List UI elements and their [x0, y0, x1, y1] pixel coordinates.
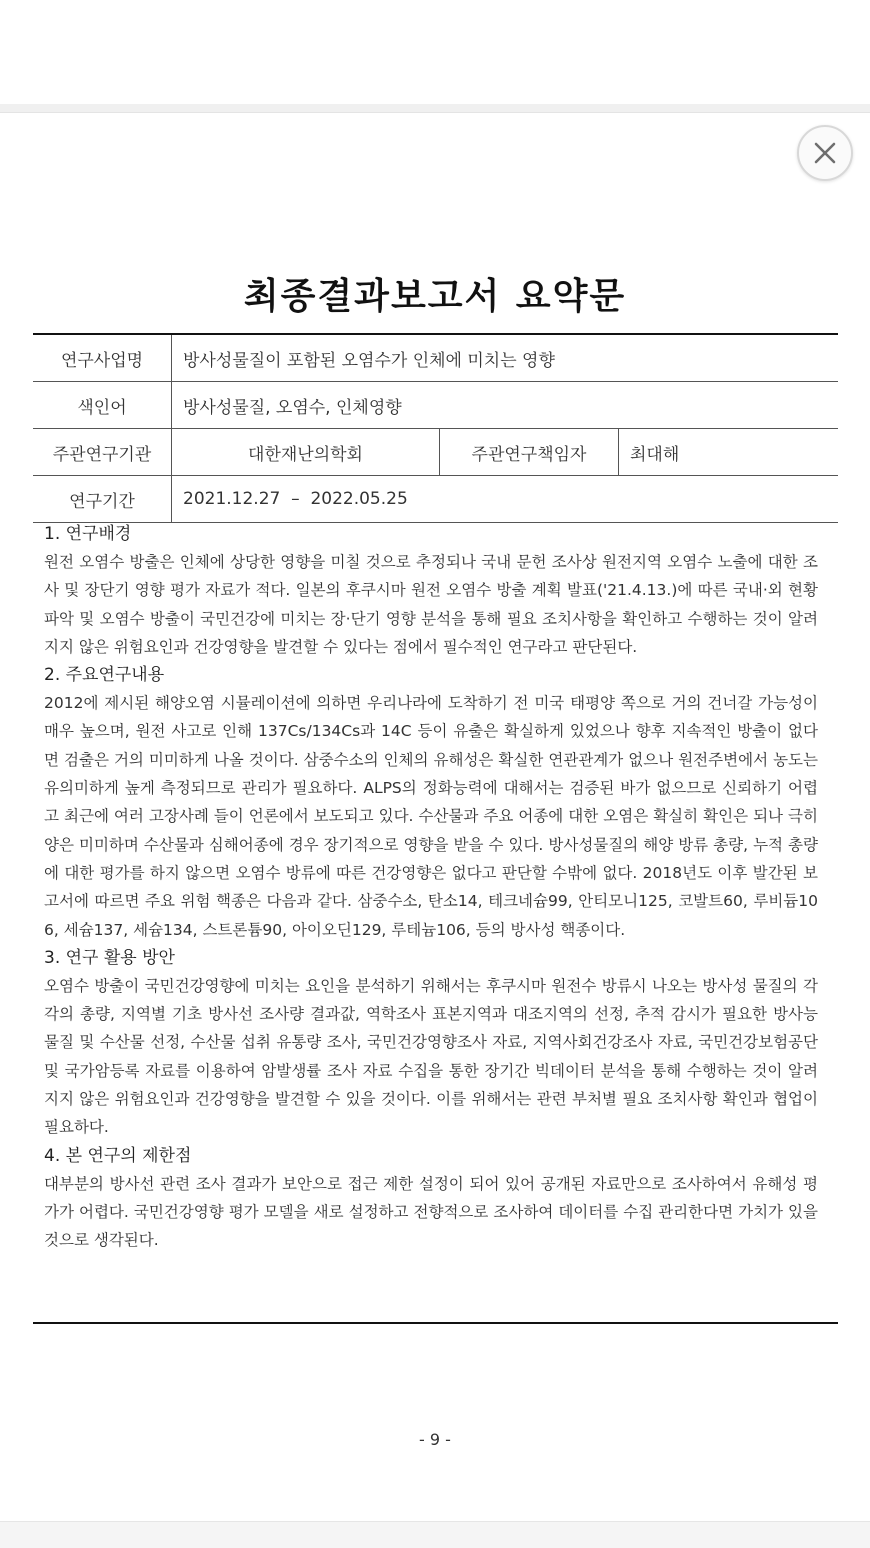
org-label: 주관연구기관 — [33, 429, 172, 476]
summary-content — [33, 520, 838, 1255]
top-bar — [0, 0, 870, 104]
section-title-application: 3. 연구 활용 방안 — [44, 947, 175, 968]
keywords-label: 색인어 — [33, 382, 172, 429]
project-label: 연구사업명 — [33, 334, 172, 382]
section-body-limitations: 대부분의 방사선 관련 조사 결과가 보안으로 접근 제한 설정이 되어 있어 공개된 자료만으로 조사하여서 유해성 평가가 어렵다. 국민건강영향 평가 모델을 새로 설정하고 전향적으로 조사하여 데이터를 수집 관리한다면 가치가 있을 것으로 생각된다. — [44, 1174, 818, 1250]
table-row — [33, 382, 838, 429]
page-number: - 9 - — [419, 1430, 451, 1449]
close-icon — [814, 142, 836, 164]
bottom-separator — [0, 1521, 870, 1548]
section-title-main-content: 2. 주요연구내용 — [44, 665, 165, 686]
section-body-background: 원전 오염수 방출은 인체에 상당한 영향을 미칠 것으로 추정되나 국내 문헌 조사상 원전지역 오염수 노출에 대한 조사 및 장단기 영향 평가 자료가 적다. 일본의 후쿠시마 원전 오염수 방출 계획 발표('21.4.13.)에 따른 국내·외 현황 파악 및 오염수 방출이 국민건강에 미치는 장·단기 영향 분석을 통해 필요 조치사항을 확인하고 수행하는 것이 알려지지 않은 위험요인과 건강영향을 발견할 수 있다는 점에서 필수적인 연구라고 판단된다. — [44, 553, 818, 656]
period-label: 연구기간 — [33, 476, 172, 523]
pi-label: 주관연구책임자 — [440, 429, 619, 476]
summary-info-table — [33, 333, 838, 523]
project-value: 방사성물질이 포함된 오염수가 인체에 미치는 영향 — [172, 334, 839, 382]
section-title-background: 1. 연구배경 — [44, 524, 132, 544]
table-row — [33, 476, 838, 523]
top-separator — [0, 104, 870, 113]
bottom-rule — [33, 1322, 838, 1324]
page-title: 최종결과보고서 요약문 — [243, 276, 627, 317]
period-value: 2021.12.27 – 2022.05.25 — [172, 476, 839, 523]
close-button[interactable] — [797, 125, 853, 181]
section-body-main-content: 2012에 제시된 해양오염 시뮬레이션에 의하면 우리나라에 도착하기 전 미국 태평양 쪽으로 거의 건너갈 가능성이 매우 높으며, 원전 사고로 인해 137Cs/134Cs과 14C 등이 유출은 확실하게 있었으나 향후 지속적인 방출이 없다면 검출은 거의 미미하게 나올 것이다. 삼중수소의 인체의 유해성은 확실한 연관관계가 없으나 원전주변에서 농도는 유의미하게 높게 측정되므로 관리가 필요하다. ALPS의 정화능력에 대해서는 검증된 바가 없으므로 신뢰하기 어렵고 최근에 여러 고장사례 들이 언론에서 보도되고 있다. 수산물과 주요 어종에 대한 오염은 확실히 확인은 되나 극히 양은 미미하며 수산물과 심해어종에 경우 장기적으로 영향을 받을 수 있다. 방사성물질의 해양 방류 총량, 누적 총량에 대한 평가를 하지 않으면 오염수 방류에 따른 건강영향은 없다고 판단할 수밖에 없다. 2018년도 이후 발간된 보고서에 따르면 주요 위험 핵종은 다음과 같다. 삼중수소, 탄소14, 테크네슘99, 안티모니125, 코발트60, 루비듐106, 세슘137, 세슘134, 스트론튬90, 아이오딘129, 루테늄106, 등의 방사성 핵종이다. — [44, 694, 818, 939]
section-body-application: 오염수 방출이 국민건강영향에 미치는 요인을 분석하기 위해서는 후쿠시마 원전수 방류시 나오는 방사성 물질의 각각의 총량, 지역별 기초 방사선 조사량 결과값, 역학조사 표본지역과 대조지역의 선정, 추적 감시가 필요한 방사능 물질 및 수산물 선정, 수산물 섭취 유통량 조사, 국민건강영향조사 자료, 지역사회건강조사 자료, 국민건강보험공단 및 국가암등록 자료를 이용하여 암발생률 조사 자료 수집을 통한 장기간 빅데이터 분석을 통해 수행하는 것이 알려지지 않은 위험요인과 건강영향을 발견할 수 있을 것이다. 이를 위해서는 관련 부처별 필요 조치사항 확인과 협업이 필요하다. — [44, 976, 818, 1137]
org-value: 대한재난의학회 — [172, 429, 440, 476]
section-title-limitations: 4. 본 연구의 제한점 — [44, 1145, 192, 1166]
table-row — [33, 429, 838, 476]
pi-value: 최대해 — [619, 429, 839, 476]
table-row — [33, 334, 838, 382]
keywords-value: 방사성물질, 오염수, 인체영향 — [172, 382, 839, 429]
